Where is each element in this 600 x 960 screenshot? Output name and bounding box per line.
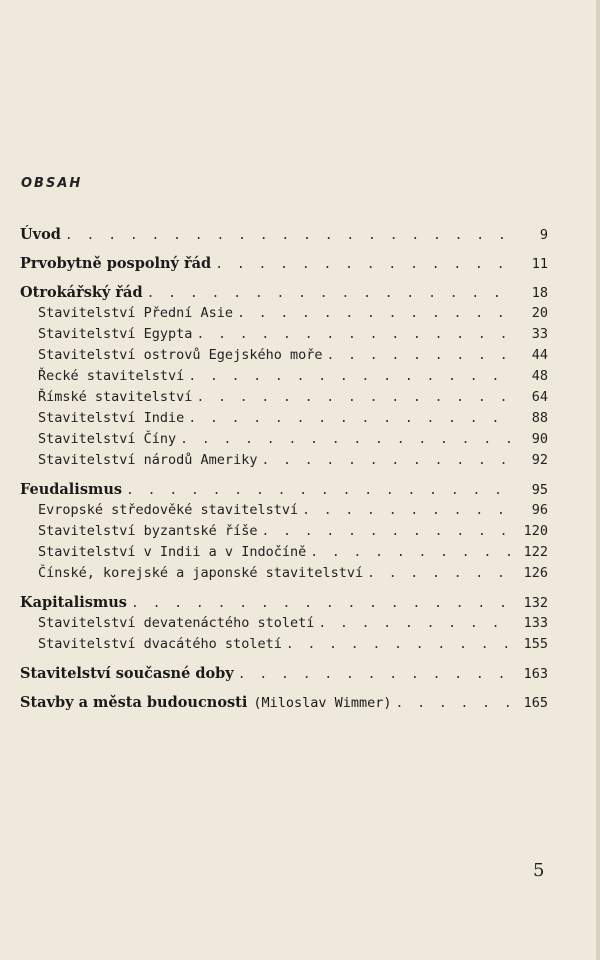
table-of-contents	[20, 224, 548, 713]
toc-entry-title: Stavitelství devatenáctého století	[38, 615, 315, 631]
toc-entry-title: Římské stavitelství	[38, 389, 193, 405]
toc-entry-title: Kapitalismus	[20, 594, 127, 611]
toc-chapter-row	[20, 592, 548, 613]
leader-dots	[261, 450, 514, 471]
section-gap	[20, 471, 548, 479]
section-gap	[20, 584, 548, 592]
toc-entry-page: 133	[523, 615, 548, 631]
leader-dots	[286, 634, 514, 655]
toc-entry-page: 90	[531, 431, 548, 447]
toc-entry-page: 92	[531, 452, 548, 468]
toc-entry-page: 33	[531, 326, 548, 342]
toc-entry-title: Feudalismus	[20, 481, 123, 498]
leader-dots	[326, 345, 514, 366]
leader-dots	[396, 693, 514, 713]
toc-entry-page: 120	[523, 523, 548, 539]
toc-subchapter-row	[20, 345, 548, 366]
leader-dots	[261, 521, 514, 542]
section-gap	[20, 274, 548, 282]
page-number: 5	[533, 860, 545, 881]
toc-subchapter-row	[20, 366, 548, 387]
leader-dots	[367, 563, 514, 584]
toc-subchapter-row	[20, 563, 548, 584]
toc-entry-page: 44	[531, 347, 548, 363]
toc-subchapter-row	[20, 387, 548, 408]
leader-dots	[237, 303, 514, 324]
toc-subchapter-row	[20, 521, 548, 542]
toc-entry-author: (Miloslav Wimmer)	[253, 695, 392, 711]
toc-subchapter-row	[20, 324, 548, 345]
toc-entry-title: Stavitelství národů Ameriky	[38, 452, 258, 468]
leader-dots	[188, 366, 514, 387]
toc-entry-page: 20	[531, 305, 548, 321]
toc-entry-page: 132	[523, 595, 548, 611]
section-gap	[20, 245, 548, 253]
toc-entry-page: 165	[523, 695, 548, 711]
leader-dots	[196, 387, 514, 408]
leader-dots	[196, 324, 514, 345]
toc-entry-title: Čínské, korejské a japonské stavitelství	[38, 565, 364, 581]
toc-chapter-row	[20, 663, 548, 684]
toc-entry-page: 18	[531, 285, 548, 301]
leader-dots	[318, 613, 514, 634]
toc-subchapter-row	[20, 542, 548, 563]
leader-dots	[65, 225, 514, 245]
toc-subchapter-row	[20, 408, 548, 429]
toc-entry-title: Stavitelství ostrovů Egejského moře	[38, 347, 323, 363]
toc-entry-title: Stavitelství byzantské říše	[38, 523, 258, 539]
section-gap	[20, 655, 548, 663]
toc-subchapter-row	[20, 613, 548, 634]
toc-subchapter-row	[20, 303, 548, 324]
leader-dots	[126, 480, 514, 500]
toc-entry-title: Stavitelství současné doby	[20, 665, 234, 682]
leader-dots	[147, 283, 514, 303]
toc-entry-title: Stavitelství Indie	[38, 410, 185, 426]
toc-entry-title: Otrokářský řád	[20, 284, 143, 301]
leader-dots	[302, 500, 514, 521]
toc-entry-page: 11	[531, 256, 548, 272]
toc-entry-title: Stavitelství Přední Asie	[38, 305, 234, 321]
leader-dots	[215, 254, 514, 274]
toc-entry-title: Úvod	[20, 226, 61, 243]
toc-entry-title: Stavitelství v Indii a v Indočíně	[38, 544, 307, 560]
leader-dots	[188, 408, 514, 429]
toc-entry-title: Stavitelství Egypta	[38, 326, 193, 342]
toc-chapter-row	[20, 692, 548, 713]
toc-entry-page: 126	[523, 565, 548, 581]
toc-entry-page: 88	[531, 410, 548, 426]
toc-entry-page: 64	[531, 389, 548, 405]
toc-subchapter-row	[20, 450, 548, 471]
toc-subchapter-row	[20, 429, 548, 450]
toc-chapter-row	[20, 224, 548, 245]
toc-entry-page: 95	[531, 482, 548, 498]
leader-dots	[180, 429, 514, 450]
toc-entry-page: 163	[523, 666, 548, 682]
toc-entry-title: Prvobytně pospolný řád	[20, 255, 212, 272]
toc-entry-page: 155	[523, 636, 548, 652]
toc-entry-title: Stavby a města budoucnosti	[20, 694, 248, 711]
leader-dots	[131, 593, 514, 613]
leader-dots	[238, 664, 514, 684]
toc-entry-title: Řecké stavitelství	[38, 368, 185, 384]
toc-entry-page: 96	[531, 502, 548, 518]
contents-heading: OBSAH	[21, 176, 83, 191]
toc-entry-page: 122	[523, 544, 548, 560]
page-edge	[596, 0, 600, 960]
section-gap	[20, 684, 548, 692]
toc-entry-page: 48	[531, 368, 548, 384]
leader-dots	[310, 542, 514, 563]
toc-entry-title: Evropské středověké stavitelství	[38, 502, 299, 518]
toc-chapter-row	[20, 253, 548, 274]
toc-subchapter-row	[20, 634, 548, 655]
toc-entry-title: Stavitelství Číny	[38, 431, 177, 447]
toc-entry-page: 9	[539, 227, 548, 243]
toc-chapter-row	[20, 479, 548, 500]
toc-chapter-row	[20, 282, 548, 303]
toc-entry-title: Stavitelství dvacátého století	[38, 636, 282, 652]
toc-subchapter-row	[20, 500, 548, 521]
